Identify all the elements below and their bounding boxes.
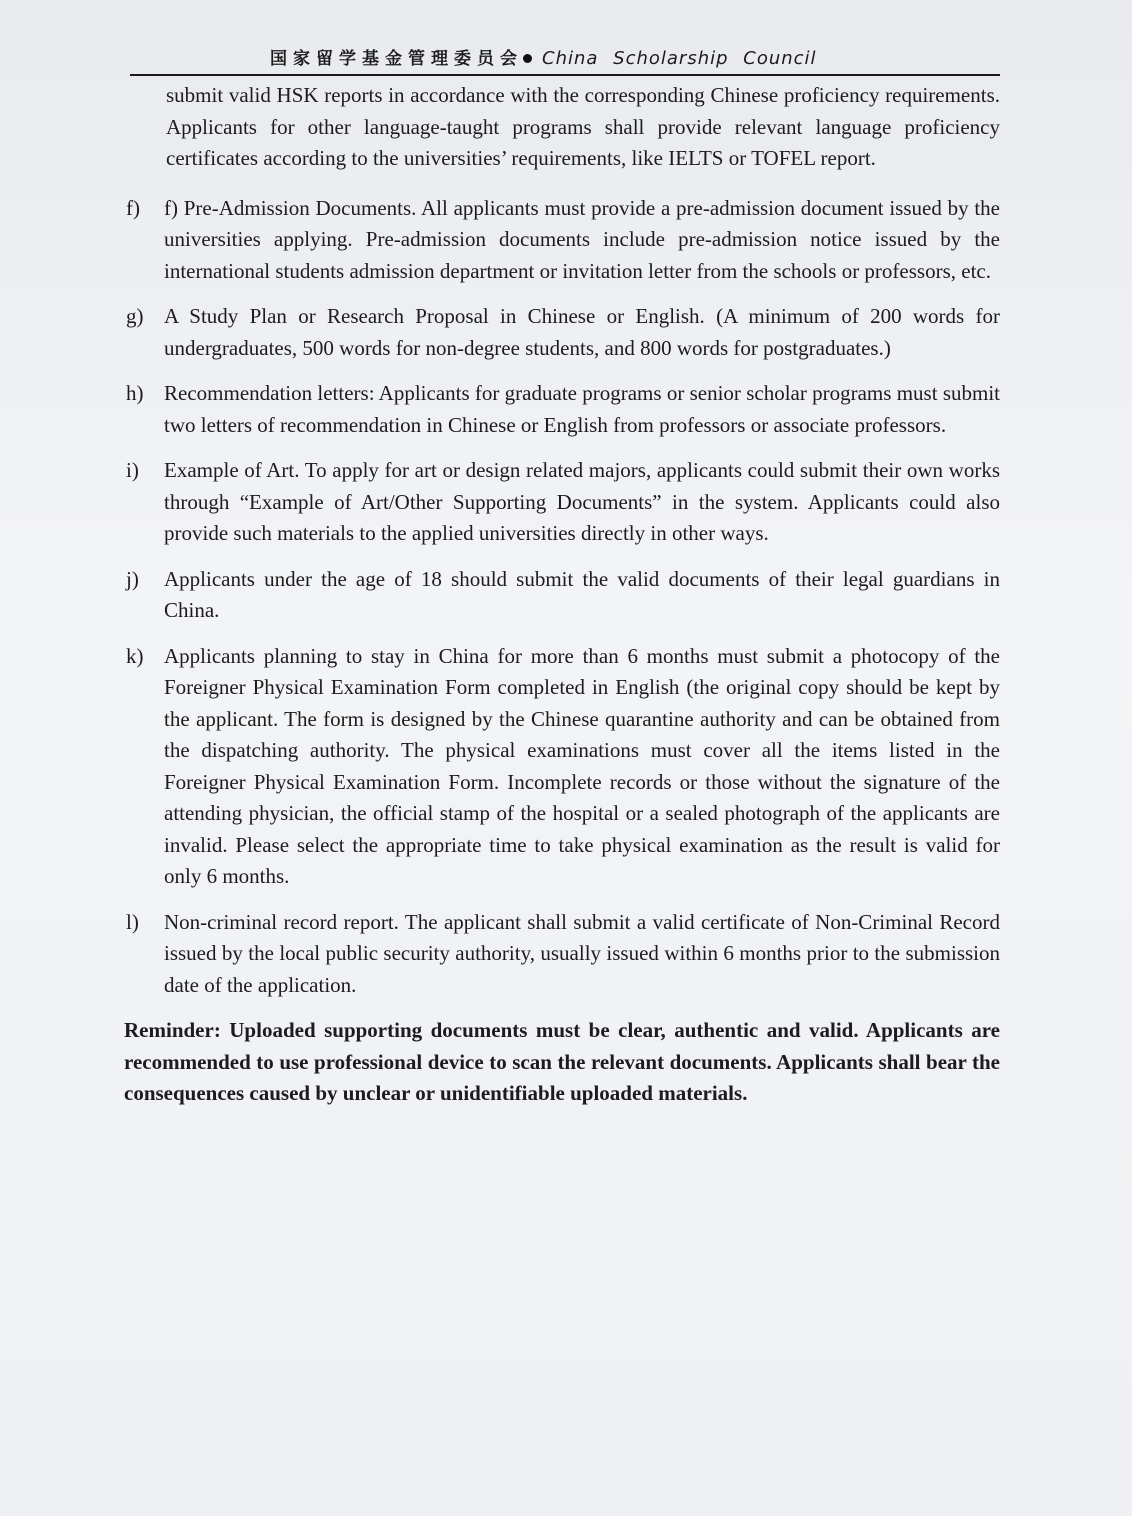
item-label: g) bbox=[126, 304, 144, 328]
item-label: j) bbox=[126, 566, 139, 591]
item-text: Applicants under the age of 18 should submit the valid documents of their legal guardians in China. bbox=[164, 566, 1000, 622]
bullet-dot-icon bbox=[523, 54, 532, 63]
list-item-h bbox=[124, 378, 1000, 441]
item-label: f) bbox=[126, 195, 140, 220]
list-item-g bbox=[124, 301, 1000, 364]
header-title bbox=[270, 44, 817, 70]
reminder-note: Reminder: Uploaded supporting documents must be clear, authentic and valid. Applicants are recommended to use professional device to scan the relevant documents. Applicants shall bear the consequences caused by unclear or unidentifiable uploaded materials. bbox=[124, 1018, 1000, 1105]
item-label: l) bbox=[126, 909, 139, 934]
list-item-l bbox=[124, 907, 1000, 1002]
list-item-k bbox=[124, 641, 1000, 893]
page-header bbox=[130, 42, 1000, 76]
item-label: h) bbox=[126, 381, 144, 405]
item-label: k) bbox=[126, 643, 144, 668]
item-text: Example of Art. To apply for art or design related majors, applicants could submit their own works through “Example of Art/Other Supporting Documents” in the system. Applicants could also provide such materials to the applied universities directly in other ways. bbox=[164, 458, 1000, 545]
item-text: f) Pre-Admission Documents. All applicants must provide a pre-admission document issued by the universities applying. Pre-admission documents include pre-admission notice issued by the international students admission department or invitation letter from the schools or professors, etc. bbox=[164, 195, 1000, 283]
item-text: Applicants planning to stay in China for more than 6 months must submit a photocopy of the Foreigner Physical Examination Form completed in English (the original copy should be kept by the applicant. The form is designed by the Chinese quarantine authority and can be obtained from the dispatching authority. The physical examinations must cover all the items listed in the Foreigner Physical Examination Form. Incomplete records or those without the signature of the attending physician, the official stamp of the hospital or a sealed photograph of the applicants are invalid. Please select the appropriate time to take physical examination as the result is valid for only 6 months. bbox=[164, 643, 1000, 888]
item-text: Recommendation letters: Applicants for graduate programs or senior scholar programs must submit two letters of recommendation in Chinese or English from professors or associate professors. bbox=[164, 381, 1000, 437]
list-item-f bbox=[124, 193, 1000, 288]
header-english-name: China Scholarship Council bbox=[542, 48, 817, 69]
list-item-i bbox=[124, 455, 1000, 550]
item-text: Non-criminal record report. The applicant shall submit a valid certificate of Non-Criminal Record issued by the local public security authority, usually issued within 6 months prior to the submission date of the application. bbox=[164, 909, 1000, 997]
document-body bbox=[124, 80, 1000, 1110]
item-label: i) bbox=[126, 458, 139, 482]
item-text: A Study Plan or Research Proposal in Chinese or English. (A minimum of 200 words for undergraduates, 500 words for non-degree students, and 800 words for postgraduates.) bbox=[164, 304, 1000, 360]
continued-paragraph: submit valid HSK reports in accordance with the corresponding Chinese proficiency requirements. Applicants for other language-taught programs shall provide relevant language proficiency certificates according to the universities’ requirements, like IELTS or TOFEL report. bbox=[166, 83, 1000, 170]
header-chinese-name: 国家留学基金管理委员会 bbox=[270, 49, 523, 69]
header-rule bbox=[130, 74, 1000, 76]
list-item-j bbox=[124, 564, 1000, 627]
